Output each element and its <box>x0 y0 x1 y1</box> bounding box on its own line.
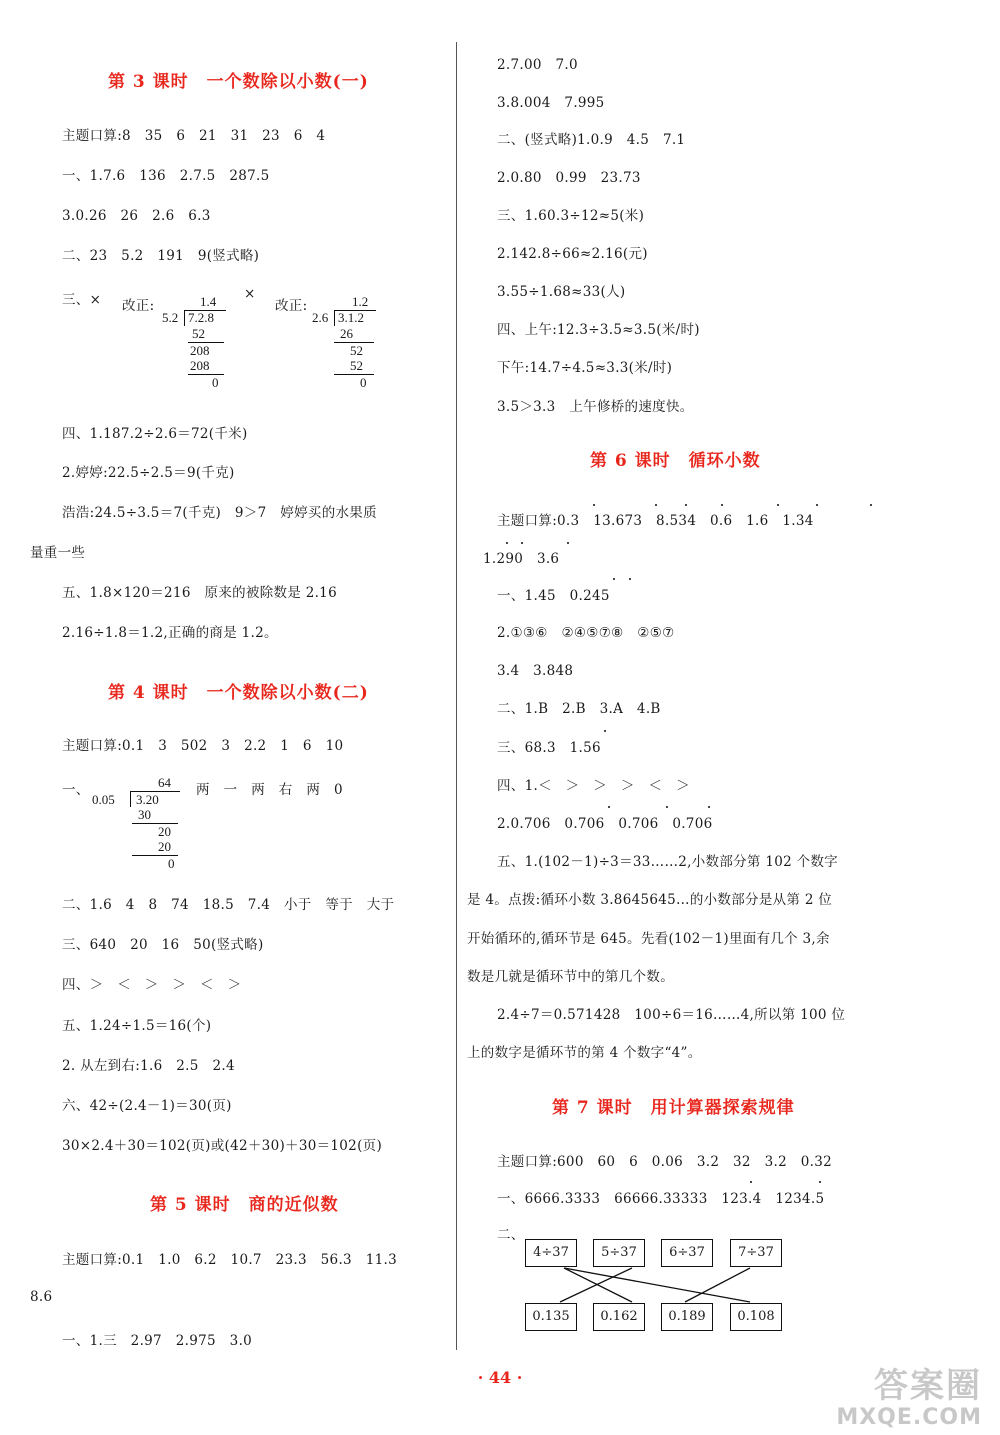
r-er1: 二、(竖式略)1.0.9 4.5 7.1 <box>497 132 686 148</box>
ld1-r2: 208 <box>190 343 210 358</box>
l4-q6a: 六、42÷(2.4－1)＝30(页) <box>62 1098 232 1114</box>
recurring-dot <box>604 730 606 732</box>
l4-q6b: 30×2.4＋30＝102(页)或(42＋30)＋30＝102(页) <box>62 1138 383 1154</box>
ld2-r3: 52 <box>350 358 363 373</box>
l4-q1-label: 一、 <box>62 782 90 798</box>
l5-zhuti: 主题口算:0.1 1.0 6.2 10.7 23.3 56.3 11.3 <box>62 1252 397 1268</box>
recurring-dot <box>685 504 687 506</box>
recurring-dot <box>655 504 657 506</box>
page-number: · 44 · <box>477 1368 523 1387</box>
r-si1: 四、上午:12.3÷3.5≈3.5(米/时) <box>497 322 700 338</box>
ld1-quotient: 1.4 <box>200 294 217 309</box>
match-bottom-1: 0.135 <box>525 1303 577 1331</box>
l6-q1-2: 2.①③⑥ ②④⑤⑦⑧ ②⑤⑦ <box>497 625 675 641</box>
ld1-r3: 208 <box>190 358 210 373</box>
match-bottom-3: 0.189 <box>661 1303 713 1331</box>
recurring-dot <box>708 806 710 808</box>
l7-zhuti: 主题口算:600 60 6 0.06 3.2 32 3.2 0.32 <box>497 1154 833 1170</box>
match-bottom-4: 0.108 <box>730 1303 782 1331</box>
recurring-dot <box>506 542 508 544</box>
recurring-dot <box>721 504 723 506</box>
l3-q5a: 五、1.8×120＝216 原来的被除数是 2.16 <box>62 585 337 601</box>
ld1-dividend: 7.2.8 <box>188 310 214 325</box>
l6-q5e: 2.4÷7＝0.571428 100÷6＝16……4,所以第 100 位 <box>497 1007 846 1023</box>
l6-q2: 二、1.B 2.B 3.A 4.B <box>497 701 661 717</box>
l4-q5b: 2. 从左到右:1.6 2.5 2.4 <box>62 1058 235 1074</box>
ld3-r2: 20 <box>158 824 171 839</box>
l3-q4d: 量重一些 <box>30 545 86 561</box>
l4-q1-words: 两 一 两 右 两 0 <box>196 782 343 798</box>
watermark-line-1: 答案圈 <box>874 1366 982 1406</box>
recurring-dot <box>521 542 523 544</box>
long-division-1 <box>162 294 232 394</box>
l5-q1: 一、1.三 2.97 2.975 3.0 <box>62 1333 253 1349</box>
ld3-dividend: 3.20 <box>136 792 159 807</box>
ld3-quotient: 64 <box>158 775 171 790</box>
r-san1: 三、1.60.3÷12≈5(米) <box>497 208 645 224</box>
recurring-dot <box>593 504 595 506</box>
l6-q5d: 数是几就是循环节中的第几个数。 <box>467 969 674 985</box>
l6-q4a: 四、1.＜ ＞ ＞ ＞ ＜ ＞ <box>497 778 690 794</box>
ld1-r4: 0 <box>212 375 219 390</box>
l3-q4c: 浩浩:24.5÷3.5＝7(千克) 9＞7 婷婷买的水果质 <box>62 505 377 521</box>
ld1-r1: 52 <box>192 326 205 341</box>
l6-q1-3: 3.4 3.848 <box>497 663 574 679</box>
l3-q2: 二、23 5.2 191 9(竖式略) <box>62 248 260 264</box>
l6-q5a: 五、1.(102－1)÷3＝33……2,小数部分第 102 个数字 <box>497 854 838 870</box>
recurring-dot <box>777 504 779 506</box>
l6-q5b: 是 4。点拨:循环小数 3.8645645…的小数部分是从第 2 位 <box>467 892 833 908</box>
ld2-dividend: 3.1.2 <box>338 310 364 325</box>
r-san3: 3.55÷1.68≈33(人) <box>497 284 626 300</box>
r-san2: 2.142.8÷66≈2.16(元) <box>497 246 648 262</box>
l4-q3: 三、640 20 16 50(竖式略) <box>62 937 264 953</box>
ld2-r2: 52 <box>350 343 363 358</box>
long-division-2 <box>312 294 382 394</box>
l6-q5c: 开始循环的,循环节是 645。先看(102－1)里面有几个 3,余 <box>467 931 830 947</box>
l6-q3: 三、68.3 1.56 <box>497 740 601 756</box>
l3-q1a: 一、1.7.6 136 2.7.5 287.5 <box>62 168 270 184</box>
l3-q3-label: 三、× <box>62 292 102 308</box>
recurring-dot <box>567 542 569 544</box>
l3-cross: × <box>244 286 256 302</box>
l3-zhuti: 主题口算:8 35 6 21 31 23 6 4 <box>62 128 326 144</box>
long-division-3 <box>92 775 192 875</box>
r-si3: 3.5＞3.3 上午修桥的速度快。 <box>497 399 694 415</box>
l3-gaizheng-1: 改正: <box>122 298 155 314</box>
l4-q2: 二、1.6 4 8 74 18.5 7.4 小于 等于 大于 <box>62 897 395 913</box>
ld1-divisor: 5.2 <box>162 310 179 325</box>
recurring-dot <box>629 578 631 580</box>
ld2-quotient: 1.2 <box>352 294 369 309</box>
ld2-divisor: 2.6 <box>312 310 329 325</box>
match-top-1: 4÷37 <box>525 1239 577 1267</box>
l4-q4: 四、＞ ＜ ＞ ＞ ＜ ＞ <box>62 977 242 993</box>
watermark-logo <box>836 1367 982 1431</box>
recurring-dot <box>816 504 818 506</box>
match-top-3: 6÷37 <box>661 1239 713 1267</box>
recurring-dot <box>613 578 615 580</box>
recurring-dot <box>750 1181 752 1183</box>
l6-zhuti-2: 1.290 3.6 <box>483 551 560 567</box>
match-top-4: 7÷37 <box>730 1239 782 1267</box>
column-divider <box>456 42 457 1350</box>
l3-q5b: 2.16÷1.8＝1.2,正确的商是 1.2。 <box>62 625 278 641</box>
watermark-line-2: MXQE.COM <box>836 1405 982 1430</box>
lesson-7-title: 第 7 课时 用计算器探索规律 <box>552 1098 795 1118</box>
lesson-3-title: 第 3 课时 一个数除以小数(一) <box>108 72 369 92</box>
l3-q4b: 2.婷婷:22.5÷2.5＝9(千克) <box>62 465 235 481</box>
lesson-4-title: 第 4 课时 一个数除以小数(二) <box>108 683 369 703</box>
r-q3: 3.8.004 7.995 <box>497 95 605 111</box>
l6-q5f: 上的数字是循环节的第 4 个数字“4”。 <box>467 1045 702 1061</box>
l6-q4b: 2.0.706 0.706 0.706 0.706 <box>497 816 713 832</box>
lesson-5-title: 第 5 课时 商的近似数 <box>150 1195 339 1215</box>
recurring-dot <box>608 806 610 808</box>
l6-q1-1: 一、1.45 0.245 <box>497 588 610 604</box>
lesson-6-title: 第 6 课时 循环小数 <box>590 451 761 471</box>
recurring-dot <box>870 504 872 506</box>
l4-q5a: 五、1.24÷1.5＝16(个) <box>62 1018 212 1034</box>
l6-zhuti: 主题口算:0.3 13.673 8.534 0.6 1.6 1.34 <box>497 513 814 529</box>
r-er2: 2.0.80 0.99 23.73 <box>497 170 641 186</box>
recurring-dot <box>666 806 668 808</box>
l5-zhuti-2: 8.6 <box>30 1289 53 1305</box>
l3-q4a: 四、1.187.2÷2.6＝72(千米) <box>62 426 248 442</box>
ld2-r1: 26 <box>340 326 353 341</box>
l3-q1b: 3.0.26 26 2.6 6.3 <box>62 208 211 224</box>
ld3-r3: 20 <box>158 839 171 854</box>
l4-zhuti: 主题口算:0.1 3 502 3 2.2 1 6 10 <box>62 738 344 754</box>
r-si2: 下午:14.7÷4.5≈3.3(米/时) <box>497 360 673 376</box>
r-q2: 2.7.00 7.0 <box>497 57 578 73</box>
l7-q2-label: 二、 <box>497 1227 525 1243</box>
recurring-dot <box>819 1181 821 1183</box>
ld3-r1: 30 <box>138 807 151 822</box>
l3-gaizheng-2: 改正: <box>275 298 308 314</box>
ld3-divisor: 0.05 <box>92 792 115 807</box>
ld2-r4: 0 <box>360 375 367 390</box>
ld3-r4: 0 <box>168 856 175 871</box>
match-bottom-2: 0.162 <box>593 1303 645 1331</box>
match-top-2: 5÷37 <box>593 1239 645 1267</box>
l7-q1: 一、6666.3333 66666.33333 123.4 1234.5 <box>497 1191 825 1207</box>
